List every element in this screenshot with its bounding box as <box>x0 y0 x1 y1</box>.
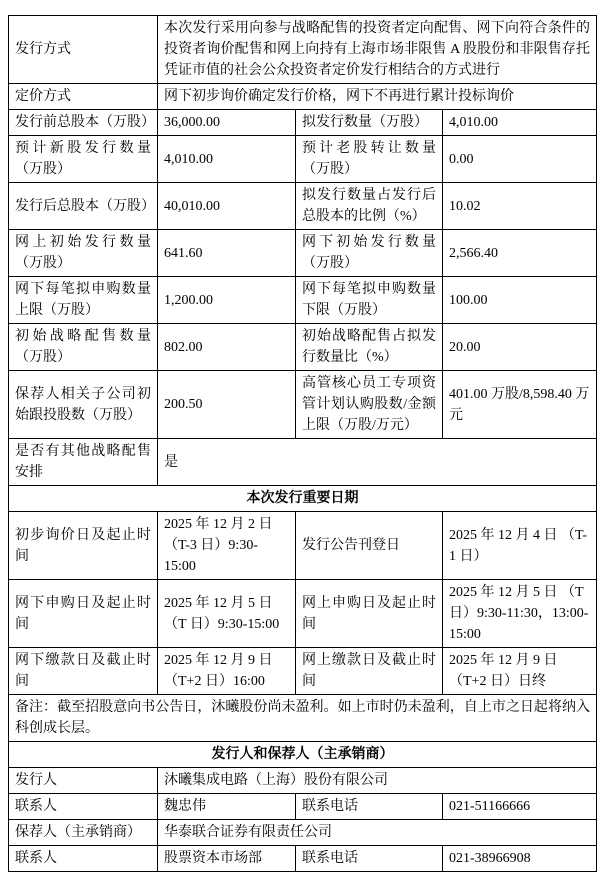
field-label-cell: 发行前总股本（万股） <box>9 110 158 136</box>
section-header-cell: 发行人和保荐人（主承销商） <box>9 742 597 768</box>
issuance-announcement-document <box>8 15 596 872</box>
field-label-cell: 发行公告刊登日 <box>296 512 443 580</box>
field-value-cell: 1,200.00 <box>158 277 296 324</box>
field-value-cell: 40,010.00 <box>158 183 296 230</box>
field-label-cell: 发行方式 <box>9 16 158 84</box>
field-label-cell: 联系人 <box>9 794 158 820</box>
field-label-cell: 网下每笔拟申购数量下限（万股） <box>296 277 443 324</box>
table-row <box>9 439 597 486</box>
field-value-cell: 802.00 <box>158 324 296 371</box>
field-value-cell: 2025 年 12 月 2 日 （T-3 日）9:30-15:00 <box>158 512 296 580</box>
field-label-cell: 初始战略配售数量（万股） <box>9 324 158 371</box>
field-label-cell: 发行后总股本（万股） <box>9 183 158 230</box>
note-cell: 备注：截至招股意向书公告日，沐曦股份尚未盈利。如上市时仍未盈利，自上市之日起将纳入科创成长层。 <box>9 695 597 742</box>
field-value-cell: 沐曦集成电路（上海）股份有限公司 <box>158 768 597 794</box>
table-row <box>9 742 597 768</box>
table-row <box>9 648 597 695</box>
field-value-cell: 20.00 <box>443 324 597 371</box>
table-row <box>9 277 597 324</box>
table-row <box>9 486 597 512</box>
field-label-cell: 网上缴款日及截止时间 <box>296 648 443 695</box>
field-label-cell: 网上申购日及起止时间 <box>296 580 443 648</box>
field-label-cell: 高管核心员工专项资管计划认购股数/金额上限（万股/万元） <box>296 371 443 439</box>
field-value-cell: 021-38966908 <box>443 846 597 872</box>
table-row <box>9 371 597 439</box>
field-label-cell: 联系电话 <box>296 846 443 872</box>
field-value-cell: 2025 年 12 月 9 日 （T+2 日）日终 <box>443 648 597 695</box>
field-value-cell: 100.00 <box>443 277 597 324</box>
field-value-cell: 魏忠伟 <box>158 794 296 820</box>
field-label-cell: 保荐人（主承销商） <box>9 820 158 846</box>
field-label-cell: 发行人 <box>9 768 158 794</box>
field-label-cell: 拟发行数量占发行后总股本的比例（%） <box>296 183 443 230</box>
table-row <box>9 110 597 136</box>
field-value-cell: 华泰联合证券有限责任公司 <box>158 820 597 846</box>
field-value-cell: 36,000.00 <box>158 110 296 136</box>
field-value-cell: 是 <box>158 439 597 486</box>
field-label-cell: 网下每笔拟申购数量上限（万股） <box>9 277 158 324</box>
field-label-cell: 网下缴款日及截止时间 <box>9 648 158 695</box>
field-label-cell: 网下申购日及起止时间 <box>9 580 158 648</box>
field-label-cell: 拟发行数量（万股） <box>296 110 443 136</box>
field-value-cell: 200.50 <box>158 371 296 439</box>
field-label-cell: 初始战略配售占拟发行数量比（%） <box>296 324 443 371</box>
section-header-cell: 本次发行重要日期 <box>9 486 597 512</box>
table-row <box>9 846 597 872</box>
field-value-cell: 本次发行采用向参与战略配售的投资者定向配售、网下向符合条件的投资者询价配售和网上向持有上海市场非限售 A 股股份和非限售存托凭证市值的社会公众投资者定价发行相结合的方式进行 <box>158 16 597 84</box>
field-label-cell: 联系电话 <box>296 794 443 820</box>
table-row <box>9 183 597 230</box>
table-row <box>9 324 597 371</box>
issuance-table <box>8 15 597 872</box>
field-value-cell: 4,010.00 <box>158 136 296 183</box>
field-label-cell: 是否有其他战略配售安排 <box>9 439 158 486</box>
table-row <box>9 512 597 580</box>
field-value-cell: 0.00 <box>443 136 597 183</box>
table-row <box>9 16 597 84</box>
field-value-cell: 2025 年 12 月 9 日 （T+2 日）16:00 <box>158 648 296 695</box>
field-label-cell: 网上初始发行数量（万股） <box>9 230 158 277</box>
table-row <box>9 820 597 846</box>
field-label-cell: 预计新股发行数量（万股） <box>9 136 158 183</box>
field-label-cell: 联系人 <box>9 846 158 872</box>
field-value-cell: 2025 年 12 月 4 日 （T-1 日） <box>443 512 597 580</box>
field-value-cell: 2,566.40 <box>443 230 597 277</box>
table-row <box>9 794 597 820</box>
table-body <box>9 16 597 872</box>
table-row <box>9 768 597 794</box>
field-value-cell: 2025 年 12 月 5 日 （T 日）9:30-11:30，13:00-15:00 <box>443 580 597 648</box>
table-row <box>9 695 597 742</box>
field-value-cell: 10.02 <box>443 183 597 230</box>
field-value-cell: 股票资本市场部 <box>158 846 296 872</box>
field-label-cell: 初步询价日及起止时间 <box>9 512 158 580</box>
field-value-cell: 网下初步询价确定发行价格，网下不再进行累计投标询价 <box>158 84 597 110</box>
table-row <box>9 136 597 183</box>
field-label-cell: 保荐人相关子公司初始跟投股数（万股） <box>9 371 158 439</box>
field-value-cell: 4,010.00 <box>443 110 597 136</box>
field-label-cell: 定价方式 <box>9 84 158 110</box>
field-label-cell: 网下初始发行数量（万股） <box>296 230 443 277</box>
field-value-cell: 641.60 <box>158 230 296 277</box>
table-row <box>9 230 597 277</box>
field-label-cell: 预计老股转让数量（万股） <box>296 136 443 183</box>
field-value-cell: 2025 年 12 月 5 日 （T 日）9:30-15:00 <box>158 580 296 648</box>
field-value-cell: 021-51166666 <box>443 794 597 820</box>
field-value-cell: 401.00 万股/8,598.40 万元 <box>443 371 597 439</box>
table-row <box>9 580 597 648</box>
table-row <box>9 84 597 110</box>
